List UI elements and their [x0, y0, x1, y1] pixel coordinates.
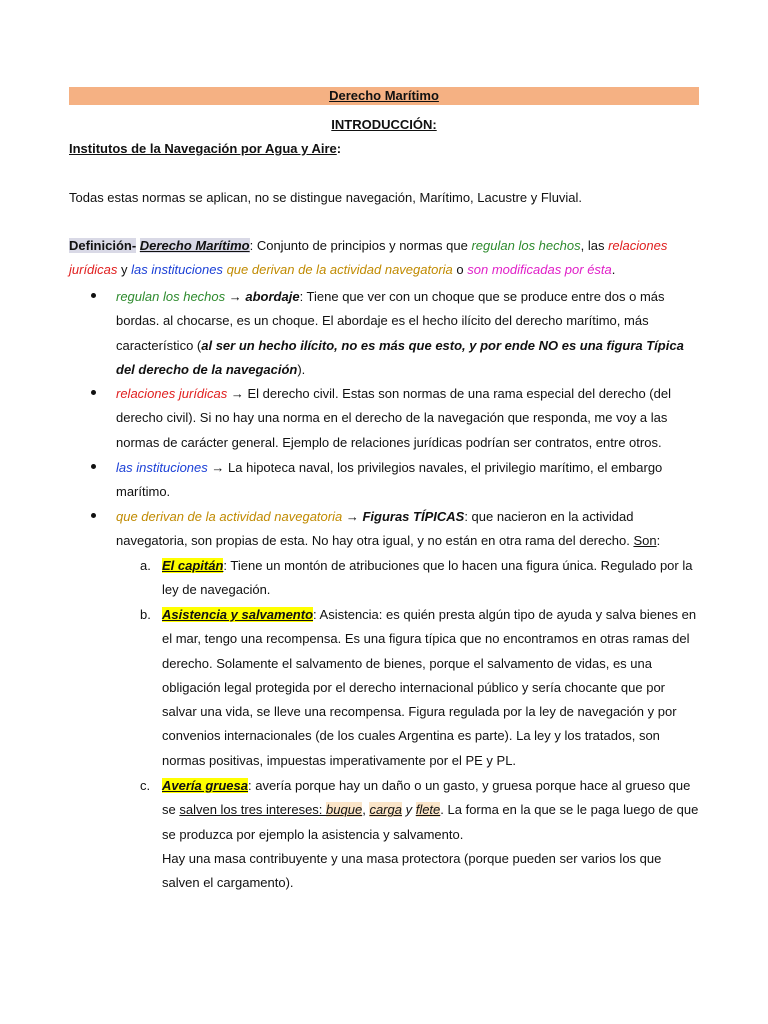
bullet-text: ).	[297, 361, 306, 377]
bullet-text: : Tiene que ver con un choque que se produce entre dos o más bordas. al chocarse, es un choque. El abordaje es el hecho ilícito del derecho marítimo, más característico (	[116, 289, 665, 353]
definition-text: : Conjunto de principios y normas que	[249, 238, 472, 253]
definition-term: Derecho Marítimo	[139, 238, 250, 253]
intro-heading: INTRODUCCIÓN:	[331, 117, 437, 132]
sub-text: : Tiene un montón de atribuciones que lo hacen una figura única. Regulado por la ley de navegación.	[162, 558, 693, 598]
list-item	[116, 456, 702, 505]
bullet-icon	[91, 390, 96, 395]
list-item	[116, 285, 702, 382]
sub-letter: b.	[140, 607, 151, 622]
subtitle	[69, 137, 701, 161]
bullet-lead: relaciones jurídicas	[116, 386, 228, 401]
phrase-modificadas: son modificadas por ésta	[467, 262, 612, 278]
phrase-relaciones: relaciones jurídicas	[69, 238, 668, 278]
phrase-derivan: que derivan de la actividad navegatoria	[226, 262, 453, 278]
definition-paragraph	[69, 234, 701, 283]
bullet-text: La hipoteca naval, los privilegios navales, el privilegio marítimo, el embargo marítimo.	[116, 460, 663, 500]
definition-text: o	[452, 262, 468, 278]
bullet-lead: las instituciones	[116, 460, 208, 475]
bullet-lead: que derivan de la actividad navegatoria	[116, 509, 343, 524]
bullet-key: Figuras TÍPICAS	[362, 509, 465, 524]
arrow-icon: →	[207, 460, 229, 475]
sub-letter: a.	[140, 558, 151, 573]
phrase-regulan: regulan los hechos	[471, 238, 581, 253]
sub-letter: c.	[140, 778, 151, 793]
definition-text: , las	[580, 238, 609, 253]
list-item	[116, 382, 702, 455]
definition-text: y	[117, 262, 132, 278]
sub-term: Asistencia y salvamento	[162, 607, 314, 622]
sub-text: : Asistencia: es quién presta algún tipo de ayuda y salva bienes en el mar, tengo una recompensa. Es una figura típica que no encontramos en otras ramas del derecho. Solamente el salvamento de bienes, porque el salvamento de vidas, es una obligación legal protegida por el derecho internacional público y sería chocante que por salvar una vida, se lleve una recompensa. Figura regulada por la ley de navegación y por convenios internacionales (de los cuales Argentina es parte). La ley y los tratados, son normas positivas, impuestas imperativamente por el PE y PL.	[162, 607, 697, 768]
bullet-icon	[91, 513, 96, 518]
definition-text: .	[611, 262, 616, 278]
sub-term: Avería gruesa	[162, 778, 248, 793]
interest-flete: flete	[415, 802, 441, 818]
arrow-icon: →	[342, 509, 363, 524]
sub-list-item	[140, 554, 702, 603]
list-item	[116, 505, 702, 554]
subtitle-colon: :	[336, 141, 342, 156]
sub-list-item	[140, 603, 702, 773]
interest-buque: buque	[326, 802, 363, 818]
bullet-text: El derecho civil. Estas son normas de una rama especial del derecho (del derecho civil). Si no hay una norma en el derecho de la navegación que responda, me voy a las normas de carácter general. Ejemplo de relaciones jurídicas podrían ser contratos, entre otros.	[116, 386, 671, 450]
sub-text: ,	[362, 802, 366, 818]
bullet-lead: regulan los hechos	[116, 289, 226, 304]
title-bar	[69, 87, 699, 105]
sub-text: y	[401, 802, 416, 818]
bullet-text: :	[656, 533, 661, 549]
sub-text: Hay una masa contribuyente y una masa protectora (porque pueden ser varios los que salven el cargamento).	[162, 850, 662, 891]
arrow-icon: →	[225, 289, 246, 304]
document-title: Derecho Marítimo	[329, 88, 439, 103]
son-label: Son	[633, 533, 657, 549]
bullet-key: abordaje	[245, 289, 300, 304]
sub-text: : avería porque hay un daño o un gasto, y gruesa porque hace al grueso que se	[162, 778, 691, 818]
phrase-instituciones: las instituciones	[131, 262, 223, 278]
interest-carga: carga	[369, 802, 402, 818]
sub-text: . La forma en la que se le paga luego de que se produzca por ejemplo la asistencia y salvamento.	[162, 802, 699, 842]
arrow-icon: →	[227, 386, 248, 401]
sub-text-underlined: salven los tres intereses:	[179, 802, 327, 818]
definition-label: Definición-	[69, 238, 137, 253]
sub-term: El capitán	[162, 558, 224, 573]
bullet-text: : que nacieron en la actividad navegatoria, son propias de esta. No hay otra igual, y no están en otra rama del derecho.	[116, 509, 634, 549]
bullet-icon	[91, 464, 96, 469]
bullet-emphasis: al ser un hecho ilícito, no es más que esto, y por ende NO es una figura Típica del derecho de la navegación	[116, 337, 684, 377]
bullet-icon	[91, 293, 96, 298]
intro-paragraph: Todas estas normas se aplican, no se distingue navegación, Marítimo, Lacustre y Fluvial.	[69, 190, 583, 205]
subtitle-text: Institutos de la Navegación por Agua y Aire	[69, 141, 337, 156]
sub-list-item	[140, 774, 702, 895]
